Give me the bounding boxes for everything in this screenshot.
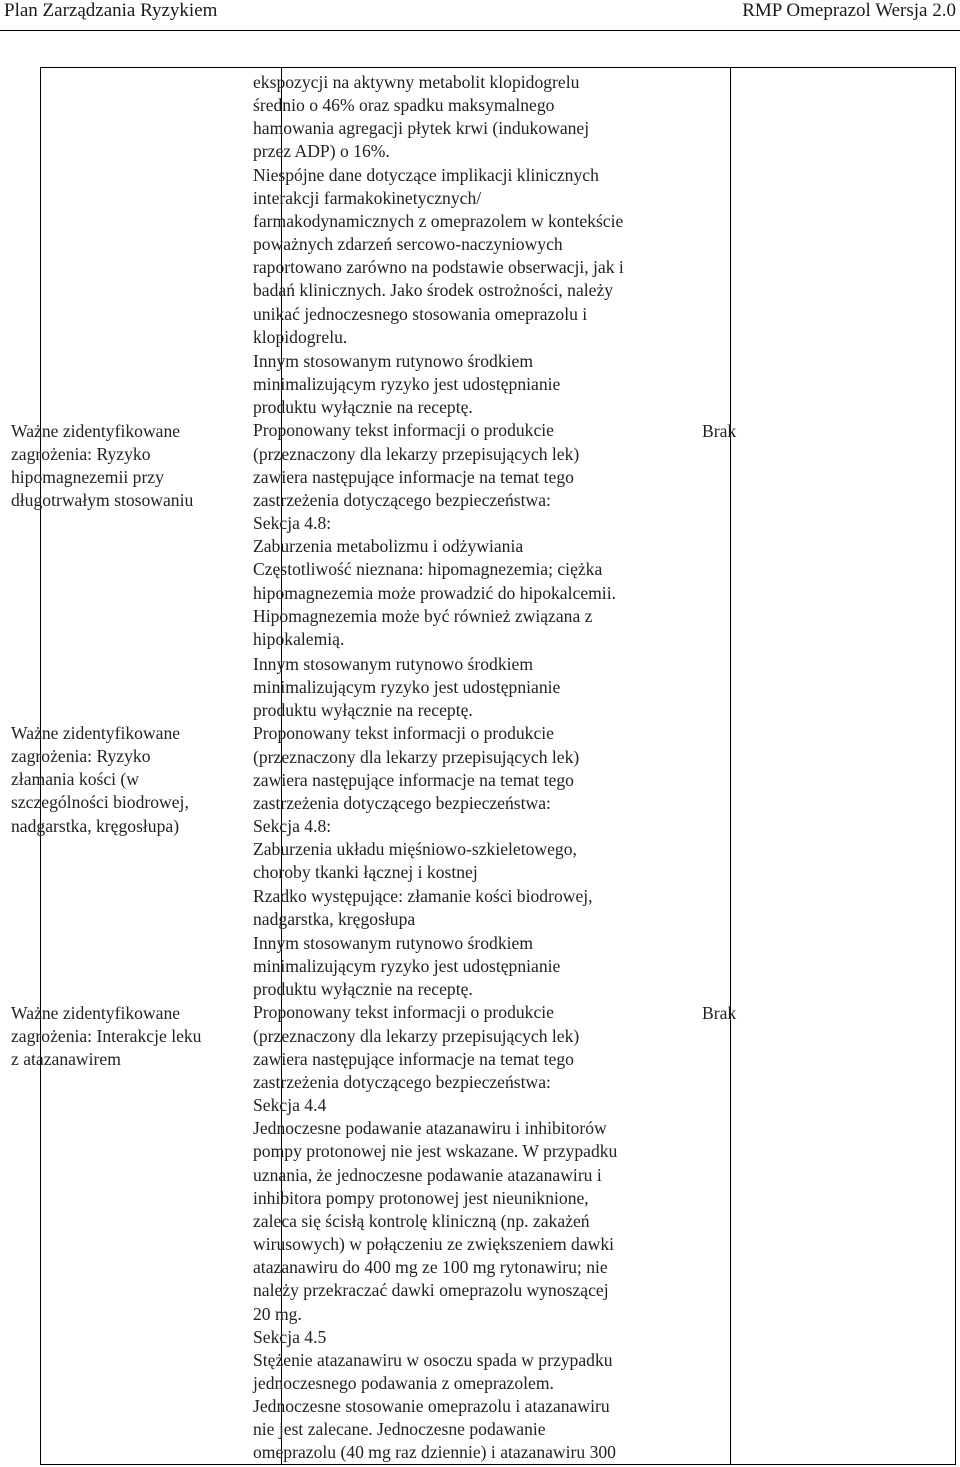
table-cell-extra: Brak xyxy=(702,1003,737,1023)
table-cell-risk: Ważne zidentyfikowane zagrożenia: Ryzyko złamania kości (w szczególności biodrowej, nadgarstka, kręgosłupa) xyxy=(11,723,189,836)
page-header xyxy=(0,0,960,30)
table-cell-extra: Brak xyxy=(702,421,737,441)
table-cell-risk: Ważne zidentyfikowane zagrożenia: Ryzyko hipomagnezemii przy długotrwałym stosowaniu xyxy=(11,421,194,511)
header-title-right: RMP Omeprazol Wersja 2.0 xyxy=(742,0,956,21)
table-cell-content: Innym stosowanym rutynowo środkiem minimalizującym ryzyko jest udostępnianie produktu wyłącznie na receptę. Proponowany tekst informacji o produkcie (przeznaczony dla lekarzy przepisujących lek) zawiera następujące informacje na temat tego zastrzeżenia dotyczącego bezpieczeństwa: Sekcja 4.8: Zaburzenia układu mięśniowo-szkieletowego, choroby tkanki łącznej i kostnej Rzadko występujące: złamanie kości biodrowej, nadgarstka, kręgosłupa xyxy=(253,654,593,929)
table-cell-content: ekspozycji na aktywny metabolit klopidogrelu średnio o 46% oraz spadku maksymalnego hamowania agregacji płytek krwi (indukowanej przez ADP) o 16%. Niespójne dane dotyczące implikacji klinicznych interakcji farmakokinetycznych/ farmakodynamicznych z omeprazolem w kontekście poważnych zdarzeń sercowo-naczyniowych raportowano zarówno na podstawie obserwacji, jak i badań klinicznych. Jako środek ostrożności, należy unikać jednoczesnego stosowania omeprazolu i klopidogrelu. xyxy=(253,72,624,347)
table-cell-content: Innym stosowanym rutynowo środkiem minimalizującym ryzyko jest udostępnianie produktu wyłącznie na receptę. Proponowany tekst informacji o produkcie (przeznaczony dla lekarzy przepisujących lek) zawiera następujące informacje na temat tego zastrzeżenia dotyczącego bezpieczeństwa: Sekcja 4.8: Zaburzenia metabolizmu i odżywiania Częstotliwość nieznana: hipomagnezemia; ciężka hipomagnezemia może prowadzić do hipokalcemii. Hipomagnezemia może być również związana z hipokalemią. xyxy=(253,351,616,649)
table-cell-risk: Ważne zidentyfikowane zagrożenia: Interakcje leku z atazanawirem xyxy=(11,1003,202,1070)
header-title-left: Plan Zarządzania Ryzykiem xyxy=(4,0,218,21)
header-rule xyxy=(0,30,960,31)
column-divider xyxy=(730,68,731,1464)
table-cell-content: Innym stosowanym rutynowo środkiem minimalizującym ryzyko jest udostępnianie produktu wyłącznie na receptę. Proponowany tekst informacji o produkcie (przeznaczony dla lekarzy przepisujących lek) zawiera następujące informacje na temat tego zastrzeżenia dotyczącego bezpieczeństwa: Sekcja 4.4 Jednoczesne podawanie atazanawiru i inhibitorów pompy protonowej nie jest wskazane. W przypadku uznania, że jednoczesne podawanie atazanawiru i inhibitora pompy protonowej jest nieuniknione, zaleca się ścisłą kontrolę kliniczną (np. zakażeń wirusowych) w połączeniu ze zwiększeniem dawki atazanawiru do 400 mg ze 100 mg rytonawiru; nie należy przekraczać dawki omeprazolu wynoszącej 20 mg. Sekcja 4.5 Stężenie atazanawiru w osoczu spada w przypadku jednoczesnego podawania z omeprazolem. Jednoczesne stosowanie omeprazolu i atazanawiru nie jest zalecane. Jednoczesne podawanie omeprazolu (40 mg raz dziennie) i atazanawiru 300 xyxy=(253,933,618,1463)
